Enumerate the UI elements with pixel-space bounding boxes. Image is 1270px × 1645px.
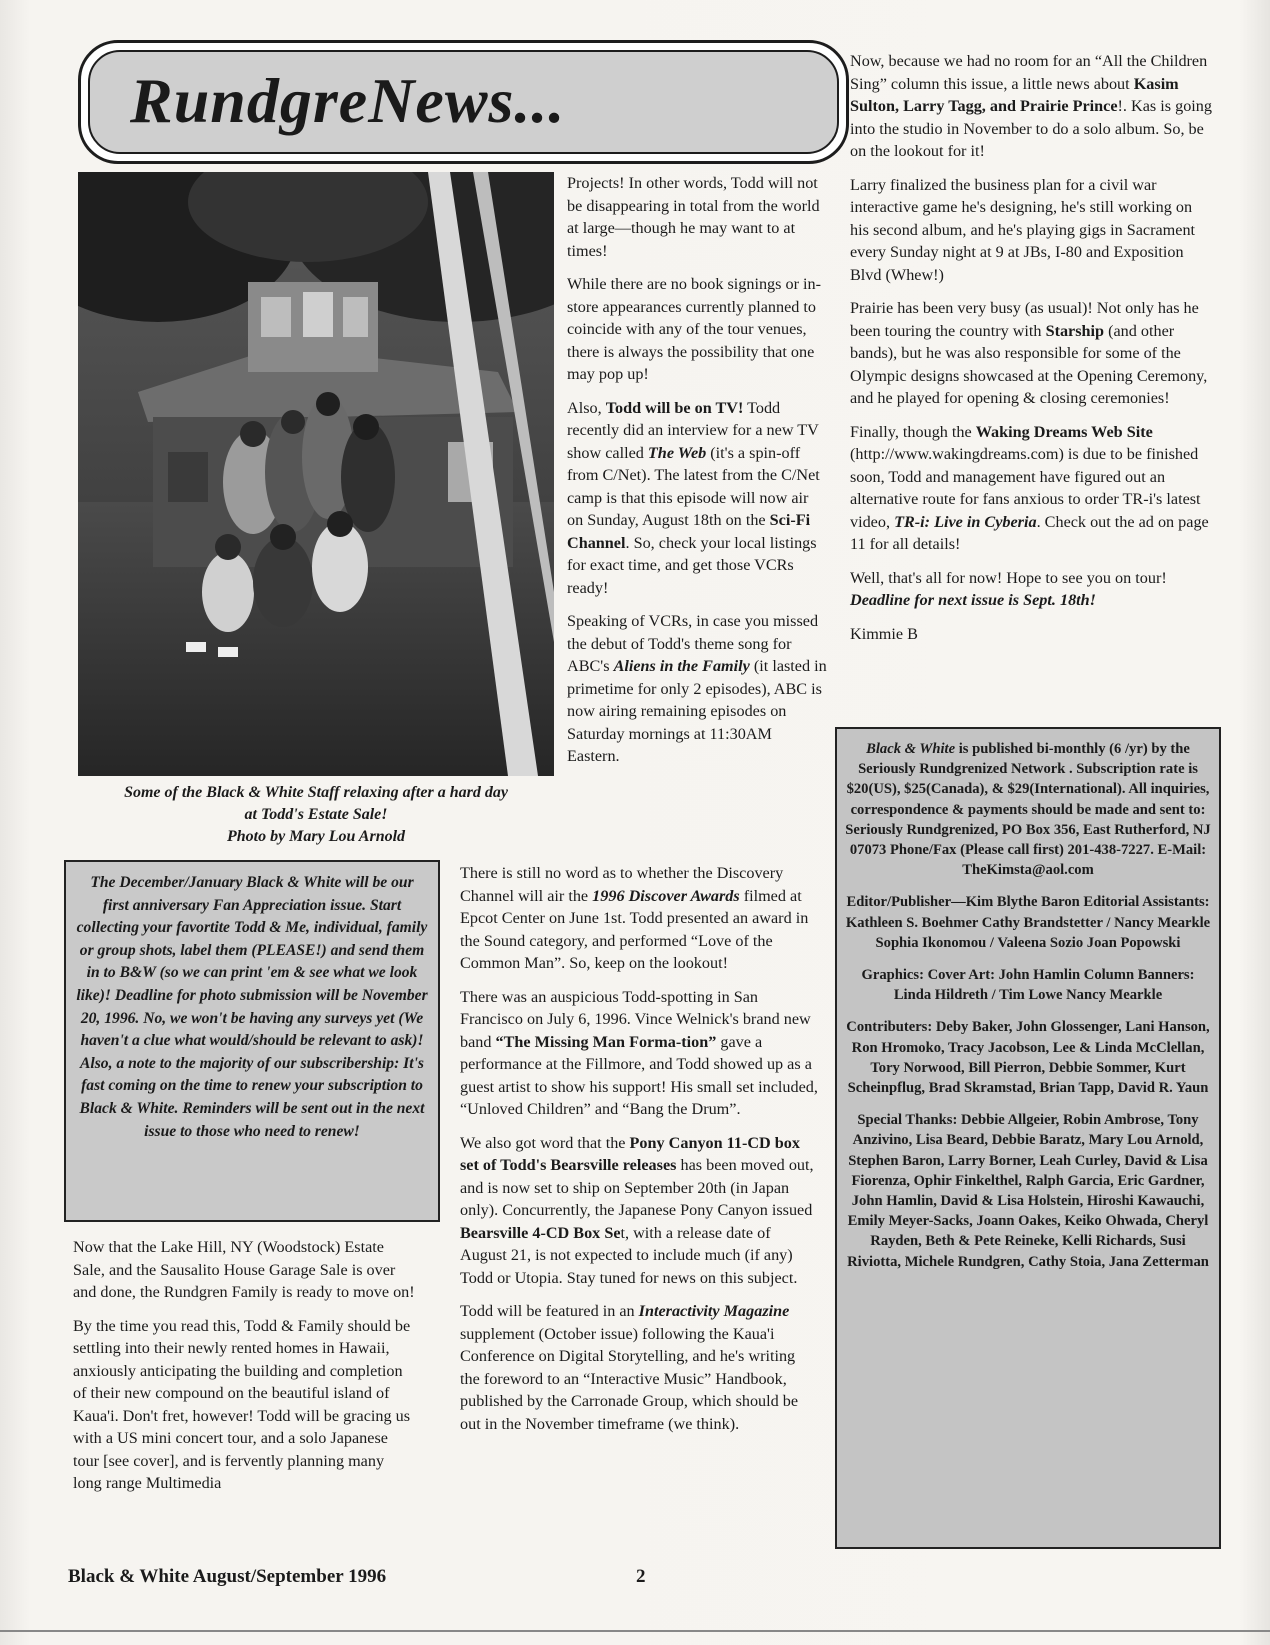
bold-run: Sci-Fi Channel [567,511,811,552]
text-run: Now, because we had no room for an “All the Children Sing” column this issue, a little news about [850,52,1208,93]
col3-paragraph: Larry finalized the business plan for a civil war interactive game he's designing, he's still working on his second album, and he's playing gigs in Sacrament every Sunday night at 9 at JBs, I-80 and Exposition Blvd (Whew!) [850,175,1196,284]
text-run: Todd will be featured in an [460,1302,639,1320]
page-number: 2 [636,1566,646,1587]
text-run: . So, check your local listings for exact time, and get those VCRs ready! [567,533,817,597]
col3-paragraph [850,297,1212,410]
col3-paragraph [850,567,1212,612]
text-run: has been moved out, and is now set to ship on September 20th (in Japan only). Concurrently, the Japanese Pony Canyon issued [460,1156,814,1219]
text-run: (and other bands), but he was also responsible for some of the Olympic designs showcased at the Opening Ceremony, and he played for opening & closing ceremonies! [850,321,1208,407]
masthead-publication [845,739,1211,880]
staff-photo-illustration [78,172,554,776]
masthead-thanks: Special Thanks: Debbie Allgeier, Robin Ambrose, Tony Anzivino, Lisa Beard, Debbie Baratz, Mary Lou Arnold, Stephen Baron, Larry Borner, Leah Curley, David & Lisa Fiorenza, Ophir Finkelthel, Ralph Garcia, Eric Gardner, John Hamlin, David & Lisa Holstein, Hiroshi Kawauchi, Emily Meyer-Sacks, Joann Oakes, Keiko Ohwada, Cheryl Rayden, Beth & Pete Reineke, Kelli Richards, Susi Riviotta, Michele Rundgren, Cathy Stoia, Jana Zetterman [847,1112,1209,1270]
column-3 [850,50,1212,656]
bold-run: Bearsville 4-CD Box Se [460,1223,621,1242]
bold-run: Starship [1045,321,1105,340]
bold-run: Todd will be on TV! [605,398,744,417]
signature: Kimmie B [850,624,918,643]
text-run: There was an auspicious Todd-spotting in San Francisco on July 6, 1996. Vince Welnick's brand new band [460,987,811,1051]
text-run: Also, [567,398,606,417]
anniversary-notice-text: The December/January Black & White will be our first anniversary Fan Appreciation issue. Start collecting your favortite Todd & Me, individual, family or group shots, label them (PLEASE!) and send them in to B&W (so we can print 'em & see what we look like)! Deadline for photo submission will be November 20, 1996. No, we won't be having any surveys yet (We haven't a clue what would/should be relevant to ask)! Also, a note to the majority of our subscribership: It's fast coming on the time to renew your subscription to Black & White. Reminders will be sent out in the next issue to those who need to renew! [76,874,428,1140]
staff-photo [78,172,554,776]
text-run: (http://www.wakingdreams.com) is due to be finished soon, Todd and management have figured out an alternative route for fans anxious to order TR-i's latest video, [850,445,1201,531]
col3-paragraph [850,421,1212,556]
col3-paragraph [850,50,1212,163]
text-run: (it lasted in primetime for only 2 episodes), ABC is now airing remaining episodes on Saturday mornings at 11:30AM Eastern. [567,657,827,765]
col2-paragraph: Projects! In other words, Todd will not be disappearing in total from the world at large—though he may want to at times! [567,174,820,260]
photo-caption-line2: at Todd's Estate Sale! [244,806,388,823]
masthead-graphics: Graphics: Cover Art: John Hamlin Column Banners: Linda Hildreth / Tim Lowe Nancy Mearkle [861,967,1195,1004]
photo-caption [78,782,554,848]
column-1 [73,1236,415,1506]
text-run: is published bi-monthly (6 /yr) by the Seriously Rundgrenized Network . Subscription rate is $20(US), $25(Canada), & $29(International). All inquiries, correspondence & payments should be made and sent to: Seriously Rundgrenized, PO Box 356, East Rutherford, NJ 07073 Phone/Fax (Please call first) 201-438-7227. E-Mail: TheKimsta@aol.com [845,741,1211,879]
col1-paragraph: Now that the Lake Hill, NY (Woodstock) Estate Sale, and the Sausalito House Garage Sale is over and done, the Rundgren Family is ready to move on! [73,1238,415,1301]
text-run: !. Kas is going into the studio in November to do a solo album. So, be on the lookout for it! [850,97,1212,160]
col2-paragraph [567,397,827,600]
text-run: supplement (October issue) following the Kaua'i Conference on Digital Storytelling, and he's writing the foreword to an “Interactive Music” Handbook, published by the Carronade Group, which should be out in the November timeframe (we think). [460,1324,799,1433]
video-title: TR-i: Live in Cyberia [894,512,1037,531]
masthead-box [835,727,1221,1549]
text-run: filmed at Epcot Center on June 1st. Todd presented an award in the Sound category, and performed “Love of the Common Man”. So, keep on the lookout! [460,886,809,972]
photo-caption-line3: Photo by Mary Lou Arnold [226,828,406,845]
bold-run: Waking Dreams Web Site [975,422,1153,441]
bold-run: “The Missing Man Forma-tion” [495,1032,717,1051]
col2-paragraph [460,862,818,975]
bottom-rule [0,1630,1270,1632]
col2-paragraph [460,1132,818,1290]
col1-paragraph: By the time you read this, Todd & Family should be settling into their newly rented homes in Hawaii, anxiously anticipating the building and completion of their new compound on the beautiful island of Kaua'i. Don't fret, however! Todd will be gracing us with a US mini concert tour, and a solo Japanese tour [see cover], and is fervently planning many long range Multimedia [73,1316,411,1492]
text-run: t, with a release date of August 21, is not expected to include much (if any) Todd or Utopia. Stay tuned for news on this subject. [460,1223,798,1287]
column-banner [78,40,849,164]
banner-title: RundgreNews... [130,65,566,136]
masthead-editors: Editor/Publisher—Kim Blythe Baron Editorial Assistants: Kathleen S. Boehmer Cathy Brandstetter / Nancy Mearkle Sophia Ikonomou / Valeena Sozio Joan Popowski [845,894,1211,951]
publication-name: Black & White [866,741,956,757]
col2-paragraph [460,1300,818,1435]
text-run: Finally, though the [850,422,976,441]
col2-paragraph [567,610,827,768]
text-run: There is still no word as to whether the Discovery Channel will air the [460,864,784,905]
anniversary-notice-box [64,860,440,1222]
text-run: gave a performance at the Fillmore, and Todd showed up as a guest artist to show his support! His small set included, “Unloved Children” and “Bang the Drum”. [460,1032,818,1118]
text-run: Speaking of VCRs, in case you missed the debut of Todd's theme song for ABC's [567,612,819,675]
show-title: The Web [647,443,707,462]
text-run: Todd recently did an interview for a new TV show called [567,398,819,462]
column-2-bottom [460,862,818,1446]
footer-issue: Black & White August/September 1996 [68,1566,387,1587]
text-run: Prairie has been very busy (as usual)! Not only has he been touring the country with [850,299,1199,340]
banner-inner [88,50,839,154]
deadline-text: Deadline for next issue is Sept. 18th! [850,591,1096,609]
column-2-top [567,172,827,779]
event-title: 1996 Discover Awards [592,886,740,905]
text-run: (it's a spin-off from C/Net). The latest from the C/Net camp is that this episode will now air on Sunday, August 18th on the [567,443,820,529]
masthead-contributors: Contributers: Deby Baker, John Glossenger, Lani Hanson, Ron Hromoko, Tracy Jacobson, Lee & Linda McClellan, Tory Norwood, Bill Pierron, Debbie Sommer, Kurt Scheinpflug, Brad Skramstad, Brian Tapp, David R. Yaun [846,1019,1210,1097]
photo-caption-line1: Some of the Black & White Staff relaxing after a hard day [124,784,508,801]
bold-run: Kasim Sulton, Larry Tagg, and Prairie Prince [850,74,1179,115]
text-run: . Check out the ad on page 11 for all details! [850,512,1209,553]
col2-paragraph [460,986,818,1121]
magazine-title: Interactivity Magazine [638,1302,790,1320]
show-title: Aliens in the Family [613,657,750,675]
text-run: Well, that's all for now! Hope to see you on tour! [850,568,1167,587]
text-run: We also got word that the [460,1133,630,1152]
bold-run: Pony Canyon 11-CD box set of Todd's Bearsville releases [460,1133,800,1174]
col2-paragraph: While there are no book signings or in-store appearances currently planned to coincide with any of the tour venues, there is always the possibility that one may pop up! [567,275,821,383]
